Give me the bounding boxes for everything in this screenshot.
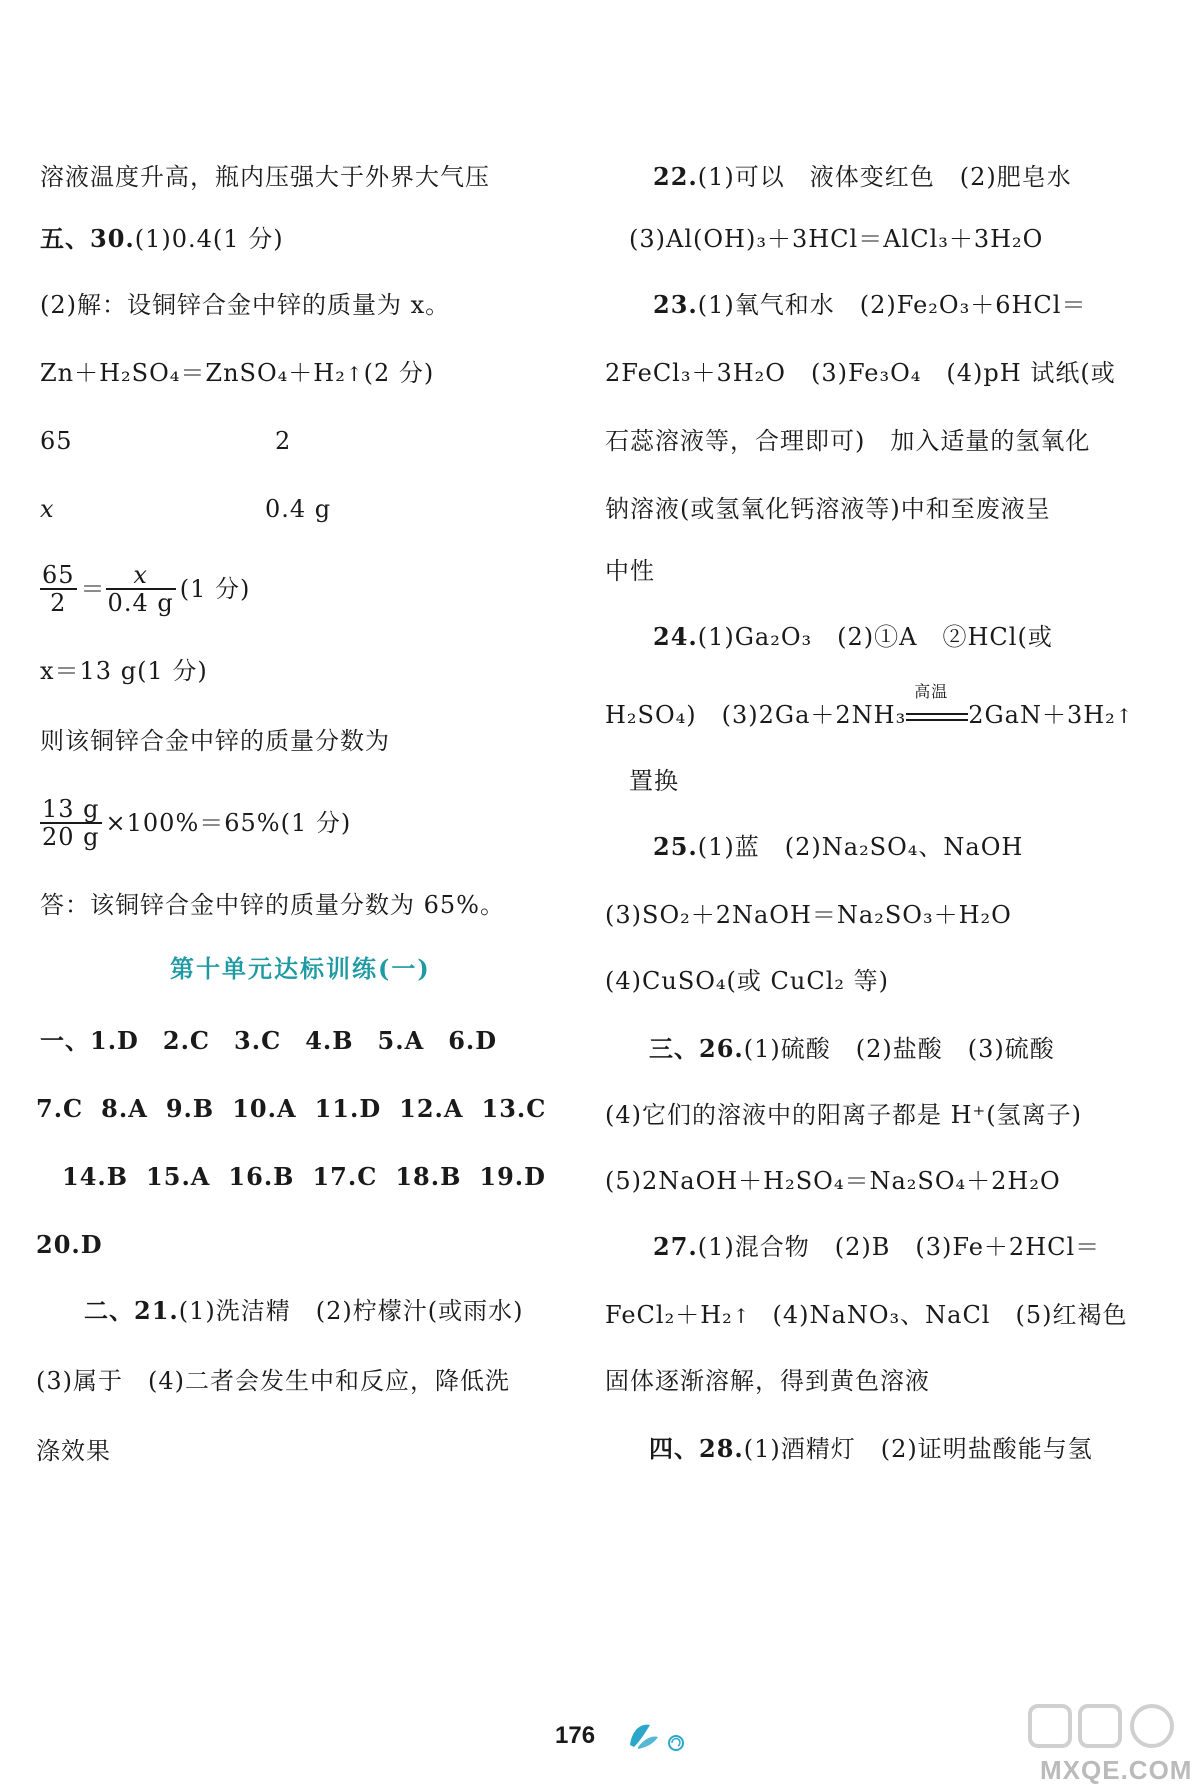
numerator: x [106, 562, 176, 590]
answer-text: (1)洗洁精 (2)柠檬汁(或雨水) [178, 1297, 524, 1325]
score-note: (2 分) [363, 359, 435, 387]
answer-text: (1)Ga₂O₃ (2)①A ②HCl(或 [697, 623, 1053, 651]
condition-label: 高温 [914, 682, 949, 701]
answer-line: (5)2NaOH＋H₂SO₄＝Na₂SO₄＋2H₂O [605, 1167, 1061, 1195]
fraction [40, 562, 77, 616]
question-number: 二、21. [84, 1296, 179, 1325]
answer-text: (1)氧气和水 (2)Fe₂O₃＋6HCl＝ [697, 291, 1087, 319]
mc-answer: 3.C [234, 1026, 282, 1055]
answer-text: (1)可以 液体变红色 (2)肥皂水 [697, 163, 1072, 191]
question-30 [40, 224, 284, 254]
reaction-right: 2GaN＋3H₂ [968, 701, 1116, 729]
mc-answer: 6.D [448, 1026, 498, 1055]
section-heading: 第十单元达标训练(一) [170, 954, 431, 983]
answer-line: 钠溶液(或氢氧化钙溶液等)中和至废液呈 [605, 495, 1051, 523]
question-24 [653, 622, 1053, 652]
denominator: 2 [50, 589, 67, 617]
question-number: 五、30. [40, 224, 135, 253]
leaf-logo-icon [620, 1715, 700, 1755]
mc-answer: 9.B [165, 1094, 215, 1123]
ratio-left: 65 [40, 427, 73, 455]
reaction-left: H₂SO₄) (3)2Ga＋2NH₃ [605, 701, 907, 729]
mc-row-4: 20.D [36, 1230, 103, 1259]
answer-text: (1)蓝 (2)Na₂SO₄、NaOH [697, 833, 1024, 861]
mc-answer: 19.D [479, 1162, 546, 1191]
question-number: 24. [653, 622, 698, 651]
mc-answer: 5.A [377, 1026, 425, 1055]
answer-line: 涤效果 [36, 1437, 111, 1465]
equals-sign: ＝ [80, 575, 106, 603]
ratio-right: 0.4 g [265, 495, 332, 523]
fraction [106, 562, 176, 616]
reaction-condition [906, 682, 968, 730]
mc-answer: 14.B [62, 1162, 129, 1191]
double-line [906, 713, 968, 721]
denominator: 0.4 g [107, 589, 174, 617]
ratio-right: 2 [275, 427, 292, 455]
mc-answer: 8.A [101, 1094, 148, 1123]
mc-answer: 16.B [228, 1162, 295, 1191]
answer-line: (3)属于 (4)二者会发生中和反应，降低洗 [36, 1367, 510, 1395]
mc-answer: 2.C [162, 1026, 211, 1055]
numerator: 65 [42, 561, 75, 589]
answer-line: 置换 [629, 767, 679, 795]
answer-line: (3)SO₂＋2NaOH＝Na₂SO₃＋H₂O [605, 901, 1012, 929]
answer-line: 溶液温度升高，瓶内压强大于外界大气压 [40, 163, 490, 191]
answer-text: (1)混合物 (2)B (3)Fe＋2HCl＝ [697, 1233, 1101, 1261]
up-arrow-icon: ↑ [732, 1304, 751, 1328]
mc-row-3 [62, 1162, 546, 1192]
mc-answer: 4.B [305, 1026, 354, 1055]
question-27 [653, 1232, 1100, 1262]
answer-line: (4)CuSO₄(或 CuCl₂ 等) [605, 967, 890, 995]
answer-text: (1)酒精灯 (2)证明盐酸能与氢 [743, 1435, 1093, 1463]
up-arrow-icon: ↑ [345, 362, 364, 386]
fraction-equation [40, 796, 351, 850]
mc-answer: 10.A [232, 1094, 297, 1123]
question-22 [653, 162, 1072, 192]
mc-answer: 15.A [146, 1162, 211, 1191]
question-26 [649, 1034, 1055, 1064]
mc-row-2 [36, 1094, 546, 1124]
question-25 [653, 832, 1023, 862]
answer-text: (1)0.4(1 分) [134, 225, 284, 253]
mc-answer: 12.A [399, 1094, 464, 1123]
fraction [40, 796, 102, 850]
question-23 [653, 290, 1086, 320]
answer-line: 中性 [605, 557, 655, 585]
score-note: (1 分) [179, 575, 251, 603]
mc-answer: 11.D [314, 1094, 382, 1123]
ratio-left: x [40, 495, 55, 523]
answer-line: 固体逐渐溶解，得到黄色溶液 [605, 1367, 930, 1395]
question-number: 三、26. [649, 1034, 744, 1063]
mc-answer: 一、1.D [40, 1026, 139, 1055]
watermark-text: MXQE.COM [1040, 1755, 1193, 1785]
up-arrow-icon: ↑ [1115, 704, 1134, 728]
question-number: 22. [653, 162, 698, 191]
question-number: 25. [653, 832, 698, 861]
question-21 [84, 1296, 523, 1326]
page-number: 176 [555, 1722, 596, 1749]
question-28 [649, 1434, 1093, 1464]
mc-answer: 17.C [312, 1162, 378, 1191]
ratio-line [40, 494, 332, 524]
chemical-equation: Zn＋H₂SO₄＝ZnSO₄＋H₂ [40, 359, 346, 387]
answer-line: (2)解：设铜锌合金中锌的质量为 x。 [40, 291, 451, 319]
mc-answer: 18.B [395, 1162, 462, 1191]
answer-line: x＝13 g(1 分) [40, 657, 208, 685]
answer-text: (1)硫酸 (2)盐酸 (3)硫酸 [743, 1035, 1055, 1063]
answer-line: 石蕊溶液等，合理即可) 加入适量的氢氧化 [605, 427, 1091, 455]
mc-row-1 [40, 1026, 497, 1056]
question-number: 23. [653, 290, 698, 319]
answer-text: FeCl₂＋H₂ [605, 1301, 733, 1329]
answer-text: (4)NaNO₃、NaCl (5)红褐色 [772, 1301, 1128, 1329]
answer-line [605, 1300, 1127, 1331]
ratio-line [40, 426, 292, 456]
answer-line: 2FeCl₃＋3H₂O (3)Fe₃O₄ (4)pH 试纸(或 [605, 359, 1116, 387]
answer-line: (3)Al(OH)₃＋3HCl＝AlCl₃＋3H₂O [629, 225, 1044, 253]
answer-line: (4)它们的溶液中的阳离子都是 H⁺(氢离子) [605, 1101, 1082, 1129]
numerator: 13 g [42, 795, 100, 823]
equation-line [605, 682, 1134, 731]
fraction-equation [40, 562, 250, 616]
answer-line: 答：该铜锌合金中锌的质量分数为 65%。 [40, 891, 505, 919]
denominator: 20 g [42, 823, 100, 851]
mc-answer: 7.C [36, 1094, 84, 1123]
equation-tail: ×100%＝65%(1 分) [105, 809, 352, 837]
answer-line: 则该铜锌合金中锌的质量分数为 [40, 727, 390, 755]
question-number: 四、28. [649, 1434, 744, 1463]
question-number: 27. [653, 1232, 698, 1261]
mc-answer: 13.C [481, 1094, 547, 1123]
equation-line [40, 358, 434, 389]
